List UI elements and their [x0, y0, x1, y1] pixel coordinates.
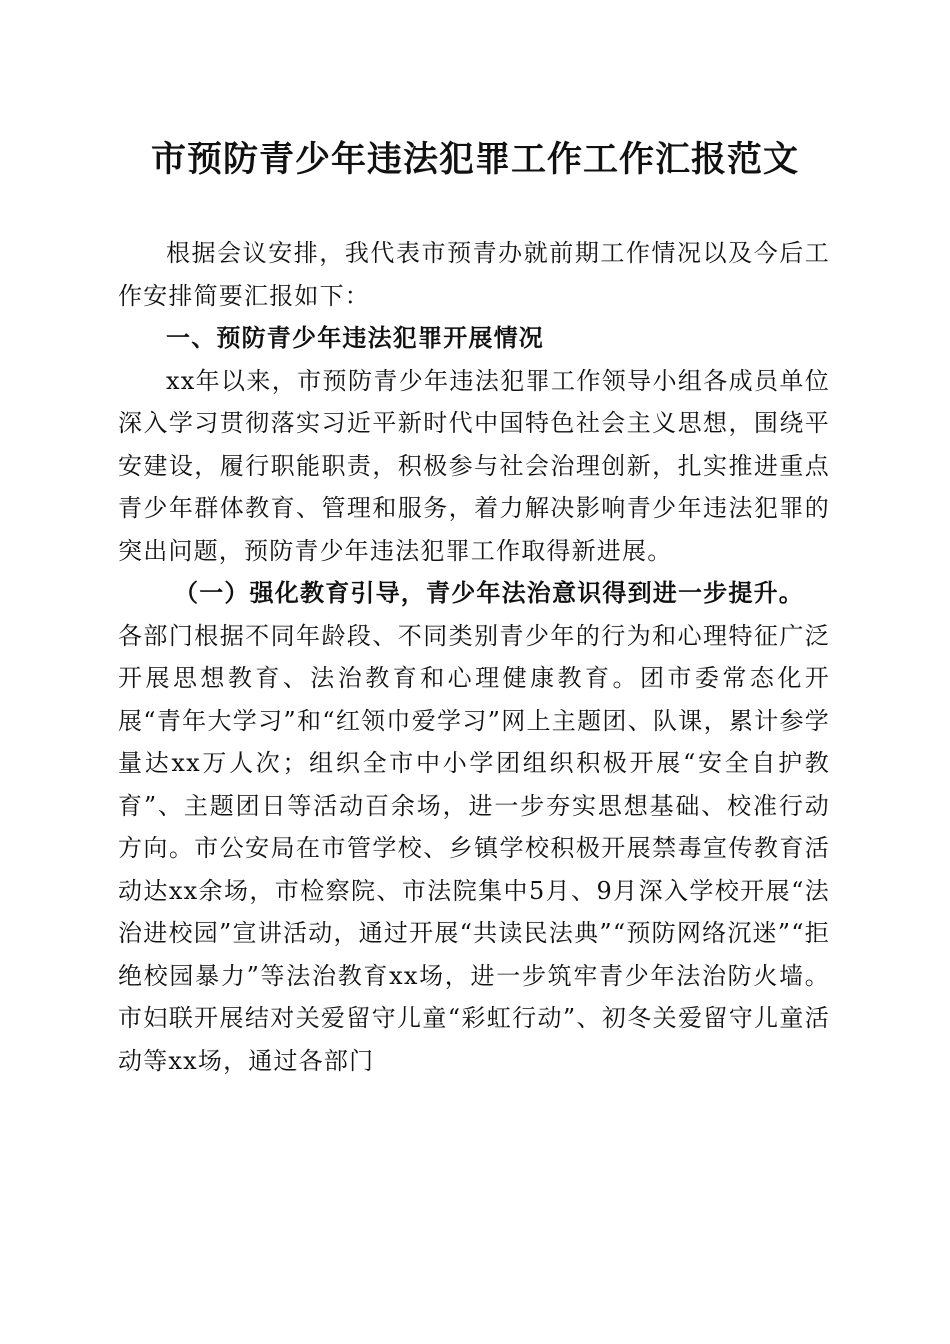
- section-heading: 一、预防青少年违法犯罪开展情况: [166, 324, 544, 352]
- overview-paragraph: xx年以来，市预防青少年违法犯罪工作领导小组各成员单位深入学习贯彻落实习近平新时代中国特色社会主义思想，围绕平安建设，履行职能职责，积极参与社会治理创新，扎实推进重点青少年群体教育、管理和服务，着力解决影响青少年违法犯罪的突出问题，预防青少年违法犯罪工作取得新进展。: [118, 366, 830, 565]
- subsection-body-paragraph: 各部门根据不同年龄段、不同类别青少年的行为和心理特征广泛开展思想教育、法治教育和心理健康教育。团市委常态化开展“青年大学习”和“红领巾爱学习”网上主题团、队课，累计参学量达xx万人次；组织全市中小学团组织积极开展“安全自护教育”、主题团日等活动百余场，进一步夯实思想基础、校准行动方向。市公安局在市管学校、乡镇学校积极开展禁毒宣传教育活动达xx余场，市检察院、市法院集中5月、9月深入学校开展“法治进校园”宣讲活动，通过开展“共读民法典”“预防网络沉迷”“拒绝校园暴力”等法治教育xx场，进一步筑牢青少年法治防火墙。市妇联开展结对关爱留守儿童“彩虹行动”、初冬关爱留守儿童活动等xx场，通过各部门: [118, 621, 830, 1075]
- subsection-heading: （一）强化教育引导，青少年法治意识得到进一步提升。: [174, 578, 804, 607]
- intro-paragraph: 根据会议安排，我代表市预青办就前期工作情况以及今后工作安排简要汇报如下：: [118, 239, 830, 310]
- document-title: 市预防青少年违法犯罪工作工作汇报范文: [150, 139, 799, 180]
- document-body: [118, 232, 830, 1082]
